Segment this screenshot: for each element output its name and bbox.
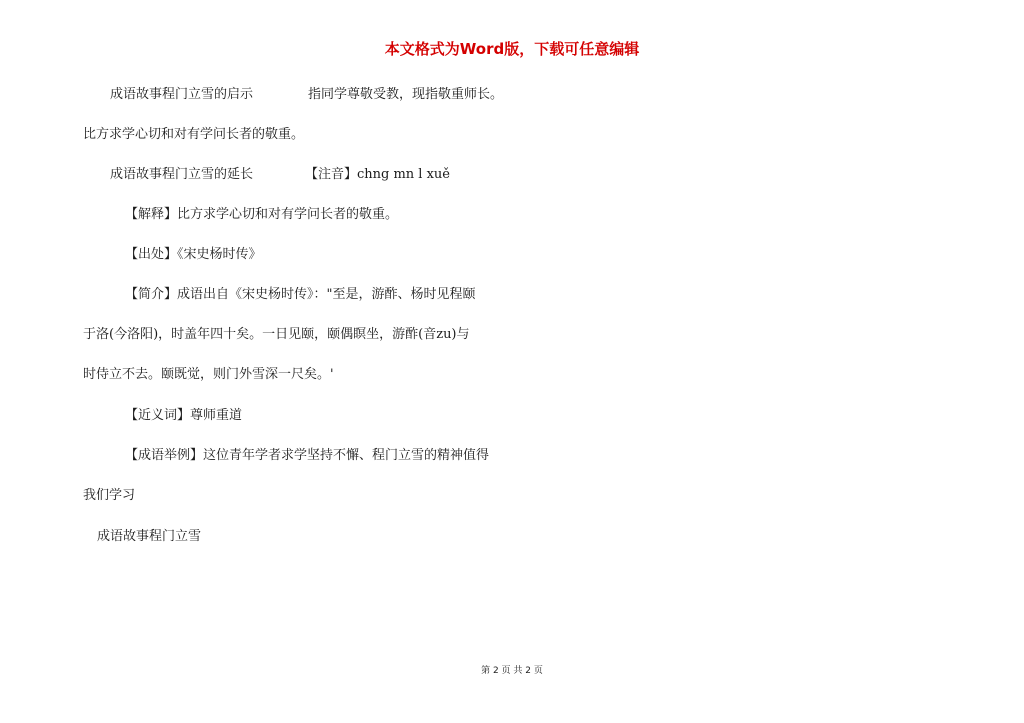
format-banner: 本文格式为Word版，下载可任意编辑 xyxy=(384,40,640,58)
text-line xyxy=(308,87,503,103)
text-line: 于洛(今洛阳)，时盖年四十矣。一日见颐，颐偶瞑坐，游酢(音zu)与 xyxy=(83,327,470,342)
text-line xyxy=(110,167,253,183)
text-segment: 成语故事程门立雪的启示 xyxy=(110,87,254,102)
text-segment: 成语故事程门立雪的延长 xyxy=(110,167,254,182)
text-line: 我们学习 xyxy=(83,488,136,503)
text-line: 【解释】比方求学心切和对有学问长者的敬重。 xyxy=(125,207,399,222)
text-line: 比方求学心切和对有学问长者的敬重。 xyxy=(83,127,305,142)
text-line: 【出处】《宋史杨时传》 xyxy=(125,247,262,262)
text-line xyxy=(305,167,450,183)
text-line: 时侍立不去。颐既觉，则门外雪深一尺矣。' xyxy=(83,367,334,382)
text-line: 【近义词】尊师重道 xyxy=(125,408,243,423)
text-segment: 指同学尊敬受教，现指敬重师长。 xyxy=(308,87,504,102)
text-line: 成语故事程门立雪 xyxy=(97,529,202,544)
text-segment: 【注音】chng mn l xuě xyxy=(305,167,450,182)
text-line: 【简介】成语出自《宋史杨时传》："至是，游酢、杨时见程颐 xyxy=(125,287,476,302)
page-footer: 第 2 页 共 2 页 xyxy=(481,666,543,676)
text-line xyxy=(110,87,253,103)
text-line: 【成语举例】这位青年学者求学坚持不懈、程门立雪的精神值得 xyxy=(125,448,490,463)
